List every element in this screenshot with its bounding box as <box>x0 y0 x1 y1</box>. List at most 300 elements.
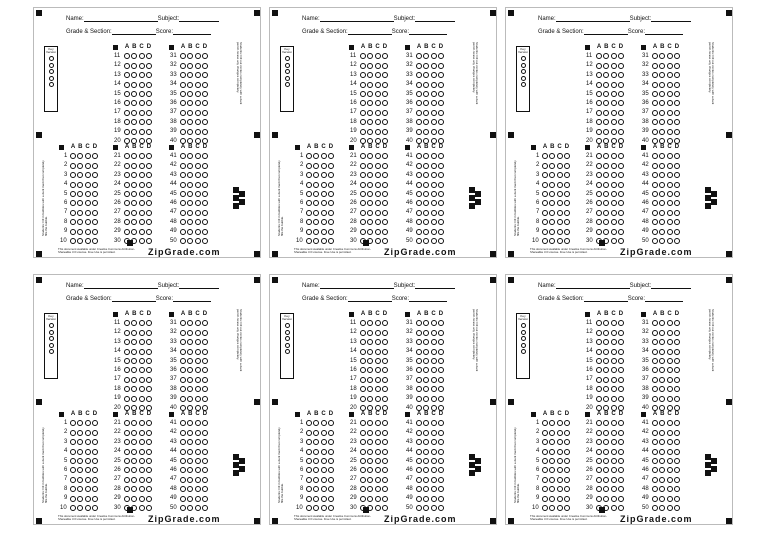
answer-bubble[interactable] <box>659 191 665 197</box>
answer-bubble[interactable] <box>667 496 673 502</box>
answer-bubble[interactable] <box>659 477 665 483</box>
answer-bubble[interactable] <box>360 191 366 197</box>
answer-bubble[interactable] <box>92 430 98 436</box>
answer-bubble[interactable] <box>603 210 609 216</box>
answer-bubble[interactable] <box>360 229 366 235</box>
answer-bubble[interactable] <box>564 238 570 244</box>
answer-bubble[interactable] <box>549 477 555 483</box>
answer-bubble[interactable] <box>85 420 91 426</box>
answer-bubble[interactable] <box>195 210 201 216</box>
answer-bubble[interactable] <box>564 172 570 178</box>
answer-bubble[interactable] <box>139 163 145 169</box>
answer-bubble[interactable] <box>667 153 673 159</box>
answer-bubble[interactable] <box>438 119 444 125</box>
answer-bubble[interactable] <box>416 467 422 473</box>
answer-bubble[interactable] <box>596 458 602 464</box>
answer-bubble[interactable] <box>542 449 548 455</box>
answer-bubble[interactable] <box>92 420 98 426</box>
answer-bubble[interactable] <box>659 91 665 97</box>
answer-bubble[interactable] <box>187 100 193 106</box>
answer-bubble[interactable] <box>180 191 186 197</box>
answer-bubble[interactable] <box>596 53 602 59</box>
answer-bubble[interactable] <box>611 72 617 78</box>
answer-bubble[interactable] <box>124 449 130 455</box>
answer-bubble[interactable] <box>674 63 680 69</box>
answer-bubble[interactable] <box>659 163 665 169</box>
answer-bubble[interactable] <box>195 505 201 511</box>
answer-bubble[interactable] <box>652 63 658 69</box>
answer-bubble[interactable] <box>674 449 680 455</box>
answer-bubble[interactable] <box>146 396 152 402</box>
answer-bubble[interactable] <box>438 439 444 445</box>
answer-bubble[interactable] <box>659 320 665 326</box>
answer-bubble[interactable] <box>195 458 201 464</box>
answer-bubble[interactable] <box>618 229 624 235</box>
answer-bubble[interactable] <box>603 229 609 235</box>
answer-bubble[interactable] <box>328 458 334 464</box>
answer-bubble[interactable] <box>139 330 145 336</box>
answer-bubble[interactable] <box>674 200 680 206</box>
answer-bubble[interactable] <box>77 496 83 502</box>
answer-bubble[interactable] <box>195 229 201 235</box>
answer-bubble[interactable] <box>603 330 609 336</box>
answer-bubble[interactable] <box>180 129 186 135</box>
key-version-bubble[interactable] <box>285 323 290 328</box>
answer-bubble[interactable] <box>611 396 617 402</box>
answer-bubble[interactable] <box>564 430 570 436</box>
answer-bubble[interactable] <box>131 72 137 78</box>
answer-bubble[interactable] <box>375 229 381 235</box>
answer-bubble[interactable] <box>667 386 673 392</box>
answer-bubble[interactable] <box>438 486 444 492</box>
answer-bubble[interactable] <box>564 210 570 216</box>
answer-bubble[interactable] <box>131 339 137 345</box>
answer-bubble[interactable] <box>564 229 570 235</box>
answer-bubble[interactable] <box>611 349 617 355</box>
answer-bubble[interactable] <box>416 477 422 483</box>
answer-bubble[interactable] <box>375 339 381 345</box>
answer-bubble[interactable] <box>423 238 429 244</box>
answer-bubble[interactable] <box>195 486 201 492</box>
answer-bubble[interactable] <box>431 405 437 411</box>
answer-bubble[interactable] <box>70 505 76 511</box>
answer-bubble[interactable] <box>92 477 98 483</box>
answer-bubble[interactable] <box>416 367 422 373</box>
subject-field[interactable] <box>651 282 691 289</box>
answer-bubble[interactable] <box>674 172 680 178</box>
answer-bubble[interactable] <box>180 477 186 483</box>
answer-bubble[interactable] <box>416 153 422 159</box>
answer-bubble[interactable] <box>375 496 381 502</box>
answer-bubble[interactable] <box>416 386 422 392</box>
answer-bubble[interactable] <box>375 405 381 411</box>
answer-bubble[interactable] <box>674 110 680 116</box>
answer-bubble[interactable] <box>131 219 137 225</box>
answer-bubble[interactable] <box>195 110 201 116</box>
answer-bubble[interactable] <box>416 486 422 492</box>
answer-bubble[interactable] <box>139 238 145 244</box>
answer-bubble[interactable] <box>596 349 602 355</box>
answer-bubble[interactable] <box>549 467 555 473</box>
answer-bubble[interactable] <box>139 439 145 445</box>
answer-bubble[interactable] <box>557 191 563 197</box>
answer-bubble[interactable] <box>124 477 130 483</box>
answer-bubble[interactable] <box>564 449 570 455</box>
answer-bubble[interactable] <box>180 238 186 244</box>
answer-bubble[interactable] <box>375 163 381 169</box>
answer-bubble[interactable] <box>77 229 83 235</box>
answer-bubble[interactable] <box>596 505 602 511</box>
answer-bubble[interactable] <box>431 420 437 426</box>
answer-bubble[interactable] <box>124 405 130 411</box>
answer-bubble[interactable] <box>202 119 208 125</box>
answer-bubble[interactable] <box>667 330 673 336</box>
answer-bubble[interactable] <box>139 367 145 373</box>
answer-bubble[interactable] <box>431 229 437 235</box>
answer-bubble[interactable] <box>328 439 334 445</box>
answer-bubble[interactable] <box>124 100 130 106</box>
answer-bubble[interactable] <box>131 153 137 159</box>
answer-bubble[interactable] <box>146 238 152 244</box>
answer-bubble[interactable] <box>195 467 201 473</box>
answer-bubble[interactable] <box>146 200 152 206</box>
answer-bubble[interactable] <box>146 72 152 78</box>
answer-bubble[interactable] <box>367 63 373 69</box>
answer-bubble[interactable] <box>328 486 334 492</box>
answer-bubble[interactable] <box>139 467 145 473</box>
answer-bubble[interactable] <box>92 172 98 178</box>
answer-bubble[interactable] <box>187 229 193 235</box>
answer-bubble[interactable] <box>423 339 429 345</box>
answer-bubble[interactable] <box>313 172 319 178</box>
answer-bubble[interactable] <box>438 420 444 426</box>
answer-bubble[interactable] <box>674 358 680 364</box>
answer-bubble[interactable] <box>564 420 570 426</box>
answer-bubble[interactable] <box>549 153 555 159</box>
answer-bubble[interactable] <box>195 182 201 188</box>
answer-bubble[interactable] <box>557 153 563 159</box>
answer-bubble[interactable] <box>438 191 444 197</box>
answer-bubble[interactable] <box>423 163 429 169</box>
answer-bubble[interactable] <box>423 458 429 464</box>
answer-bubble[interactable] <box>416 72 422 78</box>
answer-bubble[interactable] <box>180 458 186 464</box>
answer-bubble[interactable] <box>146 172 152 178</box>
answer-bubble[interactable] <box>195 367 201 373</box>
answer-bubble[interactable] <box>195 129 201 135</box>
answer-bubble[interactable] <box>596 153 602 159</box>
answer-bubble[interactable] <box>187 377 193 383</box>
answer-bubble[interactable] <box>416 119 422 125</box>
answer-bubble[interactable] <box>202 229 208 235</box>
answer-bubble[interactable] <box>596 496 602 502</box>
key-version-bubble[interactable] <box>49 349 54 354</box>
answer-bubble[interactable] <box>549 172 555 178</box>
answer-bubble[interactable] <box>321 219 327 225</box>
answer-bubble[interactable] <box>416 219 422 225</box>
answer-bubble[interactable] <box>187 191 193 197</box>
name-field[interactable] <box>84 282 158 289</box>
answer-bubble[interactable] <box>146 405 152 411</box>
answer-bubble[interactable] <box>611 210 617 216</box>
answer-bubble[interactable] <box>618 477 624 483</box>
answer-bubble[interactable] <box>313 420 319 426</box>
answer-bubble[interactable] <box>667 53 673 59</box>
answer-bubble[interactable] <box>146 420 152 426</box>
answer-bubble[interactable] <box>375 53 381 59</box>
answer-bubble[interactable] <box>375 138 381 144</box>
answer-bubble[interactable] <box>603 496 609 502</box>
answer-bubble[interactable] <box>360 153 366 159</box>
answer-bubble[interactable] <box>438 238 444 244</box>
answer-bubble[interactable] <box>202 377 208 383</box>
answer-bubble[interactable] <box>674 191 680 197</box>
answer-bubble[interactable] <box>375 110 381 116</box>
answer-bubble[interactable] <box>139 138 145 144</box>
answer-bubble[interactable] <box>139 358 145 364</box>
answer-bubble[interactable] <box>382 129 388 135</box>
answer-bubble[interactable] <box>596 358 602 364</box>
answer-bubble[interactable] <box>659 458 665 464</box>
answer-bubble[interactable] <box>431 505 437 511</box>
key-version-bubble[interactable] <box>49 76 54 81</box>
answer-bubble[interactable] <box>321 200 327 206</box>
answer-bubble[interactable] <box>674 367 680 373</box>
answer-bubble[interactable] <box>667 238 673 244</box>
answer-bubble[interactable] <box>360 238 366 244</box>
answer-bubble[interactable] <box>652 153 658 159</box>
answer-bubble[interactable] <box>367 449 373 455</box>
answer-bubble[interactable] <box>611 505 617 511</box>
answer-bubble[interactable] <box>306 238 312 244</box>
answer-bubble[interactable] <box>146 219 152 225</box>
answer-bubble[interactable] <box>180 420 186 426</box>
answer-bubble[interactable] <box>603 191 609 197</box>
answer-bubble[interactable] <box>416 320 422 326</box>
answer-bubble[interactable] <box>674 72 680 78</box>
answer-bubble[interactable] <box>382 172 388 178</box>
answer-bubble[interactable] <box>659 377 665 383</box>
answer-bubble[interactable] <box>659 439 665 445</box>
answer-bubble[interactable] <box>438 405 444 411</box>
answer-bubble[interactable] <box>367 496 373 502</box>
answer-bubble[interactable] <box>124 138 130 144</box>
answer-bubble[interactable] <box>603 467 609 473</box>
answer-bubble[interactable] <box>195 339 201 345</box>
answer-bubble[interactable] <box>603 377 609 383</box>
answer-bubble[interactable] <box>652 191 658 197</box>
answer-bubble[interactable] <box>652 377 658 383</box>
answer-bubble[interactable] <box>202 238 208 244</box>
key-version-bubble[interactable] <box>49 82 54 87</box>
answer-bubble[interactable] <box>382 119 388 125</box>
answer-bubble[interactable] <box>328 163 334 169</box>
answer-bubble[interactable] <box>139 91 145 97</box>
answer-bubble[interactable] <box>618 153 624 159</box>
answer-bubble[interactable] <box>438 229 444 235</box>
answer-bubble[interactable] <box>438 219 444 225</box>
answer-bubble[interactable] <box>431 496 437 502</box>
answer-bubble[interactable] <box>187 91 193 97</box>
answer-bubble[interactable] <box>423 405 429 411</box>
answer-bubble[interactable] <box>438 505 444 511</box>
answer-bubble[interactable] <box>202 82 208 88</box>
answer-bubble[interactable] <box>375 153 381 159</box>
answer-bubble[interactable] <box>146 477 152 483</box>
answer-bubble[interactable] <box>382 420 388 426</box>
answer-bubble[interactable] <box>659 467 665 473</box>
answer-bubble[interactable] <box>367 200 373 206</box>
answer-bubble[interactable] <box>367 110 373 116</box>
answer-bubble[interactable] <box>674 386 680 392</box>
answer-bubble[interactable] <box>85 477 91 483</box>
answer-bubble[interactable] <box>423 53 429 59</box>
answer-bubble[interactable] <box>70 449 76 455</box>
answer-bubble[interactable] <box>180 153 186 159</box>
answer-bubble[interactable] <box>131 91 137 97</box>
answer-bubble[interactable] <box>187 396 193 402</box>
answer-bubble[interactable] <box>611 467 617 473</box>
answer-bubble[interactable] <box>603 349 609 355</box>
answer-bubble[interactable] <box>382 430 388 436</box>
answer-bubble[interactable] <box>652 172 658 178</box>
key-version-bubble[interactable] <box>521 323 526 328</box>
answer-bubble[interactable] <box>652 200 658 206</box>
answer-bubble[interactable] <box>674 138 680 144</box>
answer-bubble[interactable] <box>70 182 76 188</box>
answer-bubble[interactable] <box>416 420 422 426</box>
answer-bubble[interactable] <box>187 496 193 502</box>
answer-bubble[interactable] <box>382 320 388 326</box>
answer-bubble[interactable] <box>667 467 673 473</box>
answer-bubble[interactable] <box>652 349 658 355</box>
key-version-bubble[interactable] <box>49 63 54 68</box>
answer-bubble[interactable] <box>187 200 193 206</box>
answer-bubble[interactable] <box>603 182 609 188</box>
answer-bubble[interactable] <box>195 163 201 169</box>
answer-bubble[interactable] <box>321 420 327 426</box>
answer-bubble[interactable] <box>124 129 130 135</box>
answer-bubble[interactable] <box>139 339 145 345</box>
answer-bubble[interactable] <box>603 449 609 455</box>
answer-bubble[interactable] <box>416 210 422 216</box>
answer-bubble[interactable] <box>139 396 145 402</box>
answer-bubble[interactable] <box>180 219 186 225</box>
answer-bubble[interactable] <box>77 467 83 473</box>
answer-bubble[interactable] <box>124 163 130 169</box>
key-version-bubble[interactable] <box>49 56 54 61</box>
answer-bubble[interactable] <box>124 91 130 97</box>
answer-bubble[interactable] <box>139 477 145 483</box>
answer-bubble[interactable] <box>618 129 624 135</box>
answer-bubble[interactable] <box>146 119 152 125</box>
answer-bubble[interactable] <box>596 477 602 483</box>
answer-bubble[interactable] <box>438 153 444 159</box>
answer-bubble[interactable] <box>382 486 388 492</box>
answer-bubble[interactable] <box>124 63 130 69</box>
answer-bubble[interactable] <box>313 449 319 455</box>
answer-bubble[interactable] <box>187 182 193 188</box>
answer-bubble[interactable] <box>618 439 624 445</box>
answer-bubble[interactable] <box>667 320 673 326</box>
answer-bubble[interactable] <box>603 367 609 373</box>
answer-bubble[interactable] <box>131 349 137 355</box>
answer-bubble[interactable] <box>139 486 145 492</box>
answer-bubble[interactable] <box>124 219 130 225</box>
answer-bubble[interactable] <box>139 496 145 502</box>
answer-bubble[interactable] <box>667 163 673 169</box>
answer-bubble[interactable] <box>659 182 665 188</box>
answer-bubble[interactable] <box>382 238 388 244</box>
answer-bubble[interactable] <box>438 110 444 116</box>
answer-bubble[interactable] <box>131 458 137 464</box>
answer-bubble[interactable] <box>618 449 624 455</box>
answer-bubble[interactable] <box>674 129 680 135</box>
answer-bubble[interactable] <box>180 467 186 473</box>
answer-bubble[interactable] <box>367 238 373 244</box>
answer-bubble[interactable] <box>431 91 437 97</box>
answer-bubble[interactable] <box>367 219 373 225</box>
answer-bubble[interactable] <box>180 496 186 502</box>
answer-bubble[interactable] <box>611 229 617 235</box>
answer-bubble[interactable] <box>77 182 83 188</box>
answer-bubble[interactable] <box>382 386 388 392</box>
answer-bubble[interactable] <box>438 349 444 355</box>
answer-bubble[interactable] <box>652 505 658 511</box>
answer-bubble[interactable] <box>596 467 602 473</box>
answer-bubble[interactable] <box>360 386 366 392</box>
answer-bubble[interactable] <box>77 449 83 455</box>
answer-bubble[interactable] <box>416 449 422 455</box>
answer-bubble[interactable] <box>618 367 624 373</box>
answer-bubble[interactable] <box>674 238 680 244</box>
answer-bubble[interactable] <box>416 405 422 411</box>
answer-bubble[interactable] <box>423 182 429 188</box>
answer-bubble[interactable] <box>202 138 208 144</box>
answer-bubble[interactable] <box>139 229 145 235</box>
answer-bubble[interactable] <box>328 430 334 436</box>
answer-bubble[interactable] <box>596 386 602 392</box>
answer-bubble[interactable] <box>438 467 444 473</box>
answer-bubble[interactable] <box>667 420 673 426</box>
answer-bubble[interactable] <box>139 182 145 188</box>
answer-bubble[interactable] <box>367 229 373 235</box>
answer-bubble[interactable] <box>382 210 388 216</box>
answer-bubble[interactable] <box>611 129 617 135</box>
grade-field[interactable] <box>348 28 392 35</box>
answer-bubble[interactable] <box>92 467 98 473</box>
answer-bubble[interactable] <box>77 505 83 511</box>
answer-bubble[interactable] <box>180 367 186 373</box>
answer-bubble[interactable] <box>659 153 665 159</box>
answer-bubble[interactable] <box>131 405 137 411</box>
answer-bubble[interactable] <box>423 430 429 436</box>
answer-bubble[interactable] <box>124 430 130 436</box>
score-field[interactable] <box>173 28 211 35</box>
answer-bubble[interactable] <box>438 449 444 455</box>
answer-bubble[interactable] <box>146 377 152 383</box>
answer-bubble[interactable] <box>438 82 444 88</box>
answer-bubble[interactable] <box>195 63 201 69</box>
answer-bubble[interactable] <box>139 405 145 411</box>
answer-bubble[interactable] <box>423 486 429 492</box>
answer-bubble[interactable] <box>618 358 624 364</box>
answer-bubble[interactable] <box>70 439 76 445</box>
answer-bubble[interactable] <box>596 72 602 78</box>
answer-bubble[interactable] <box>360 138 366 144</box>
answer-bubble[interactable] <box>674 458 680 464</box>
answer-bubble[interactable] <box>124 458 130 464</box>
